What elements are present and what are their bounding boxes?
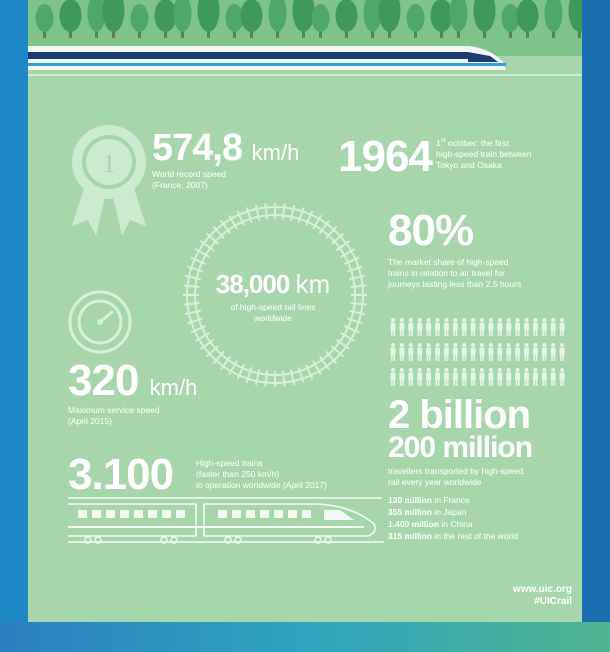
- network-unit: km: [295, 269, 331, 299]
- first-train-year: 1964: [338, 132, 432, 181]
- medal-number: 1: [102, 149, 116, 178]
- people-icon: [390, 318, 570, 394]
- speedometer-icon: [68, 290, 132, 354]
- first-train-line1: [436, 136, 531, 149]
- footer-bar: [0, 622, 610, 652]
- first-train-line2: high-speed train between: [436, 148, 532, 159]
- train-outline-icon: [68, 494, 384, 550]
- infographic: [28, 0, 582, 622]
- medal-icon: [68, 122, 150, 238]
- record-speed-value: 574,8: [152, 127, 243, 169]
- first-train-ordinal: 1: [436, 137, 441, 148]
- fleet-text-line2: (faster than 250 km/h): [196, 469, 280, 479]
- breakdown-amount: 1.400 million: [388, 519, 440, 529]
- breakdown-place: in France: [431, 495, 470, 505]
- breakdown-row: [388, 530, 518, 542]
- service-speed-caption-line2: (April 2015): [68, 416, 112, 426]
- footer-links: [468, 584, 572, 608]
- first-train-line3: Tokyo and Osaka: [436, 159, 502, 170]
- service-speed-caption: [68, 405, 160, 427]
- fleet-text-line3: in operation worldwide (April 2017): [196, 480, 327, 490]
- header-scene: [28, 0, 582, 82]
- network-length: [208, 270, 338, 298]
- footer-url[interactable]: www.uic.org: [512, 584, 572, 595]
- breakdown-place: in China: [439, 519, 473, 529]
- market-share-value: 80%: [388, 206, 474, 255]
- market-share-line2: trains in relation to air travel for: [388, 268, 505, 278]
- record-caption: [152, 169, 226, 191]
- breakdown-place: in the rest of the world: [431, 531, 518, 541]
- service-speed-unit: km/h: [149, 375, 198, 400]
- fleet-text-line1: High-speed trains: [196, 458, 263, 468]
- breakdown-place: in Japan: [431, 507, 467, 517]
- market-share-line1: The market share of high-speed: [388, 257, 509, 267]
- passengers-text-line2: rail every year worldwide: [388, 477, 482, 487]
- service-speed-caption-line1: Maximum service speed: [68, 405, 160, 415]
- record-caption-line1: World record speed: [152, 169, 227, 179]
- service-speed: [68, 358, 197, 411]
- breakdown-row: [388, 494, 518, 506]
- market-share-line3: journeys lasting less than 2.5 hours: [388, 279, 522, 289]
- breakdown-amount: 355 million: [388, 507, 432, 517]
- passengers-line1: 2 billion: [388, 393, 531, 437]
- market-share-text: [388, 257, 521, 290]
- first-train-line1-text: october: the first: [445, 137, 509, 148]
- first-train-text: [436, 136, 531, 171]
- network-caption-line1: of high-speed rail lines: [230, 302, 316, 312]
- breakdown-row: [388, 506, 518, 518]
- footer-hashtag[interactable]: #UICrail: [534, 596, 572, 607]
- header-illustration: [28, 0, 582, 82]
- service-speed-value: 320: [68, 356, 139, 405]
- record-speed-unit: km/h: [251, 140, 300, 165]
- fleet-value: 3.100: [68, 450, 174, 499]
- network-caption-line2: worldwide: [254, 313, 292, 323]
- passengers-text-line1: travellers transported by high-speed: [388, 466, 524, 476]
- record-caption-line2: (France, 2007): [152, 180, 208, 190]
- fleet-text: [196, 458, 327, 491]
- first-train-ordinal-suffix: st: [440, 138, 446, 144]
- record-speed: [152, 128, 299, 173]
- passengers-line2: 200 million: [388, 431, 533, 464]
- breakdown-amount: 130 million: [388, 495, 432, 505]
- breakdown-row: [388, 518, 518, 530]
- breakdown-amount: 315 million: [388, 531, 432, 541]
- network-caption: [208, 302, 338, 324]
- train-icon: [28, 46, 506, 70]
- passenger-breakdown: [388, 494, 518, 542]
- passengers-text: [388, 466, 524, 488]
- network-value: 38,000: [215, 269, 290, 299]
